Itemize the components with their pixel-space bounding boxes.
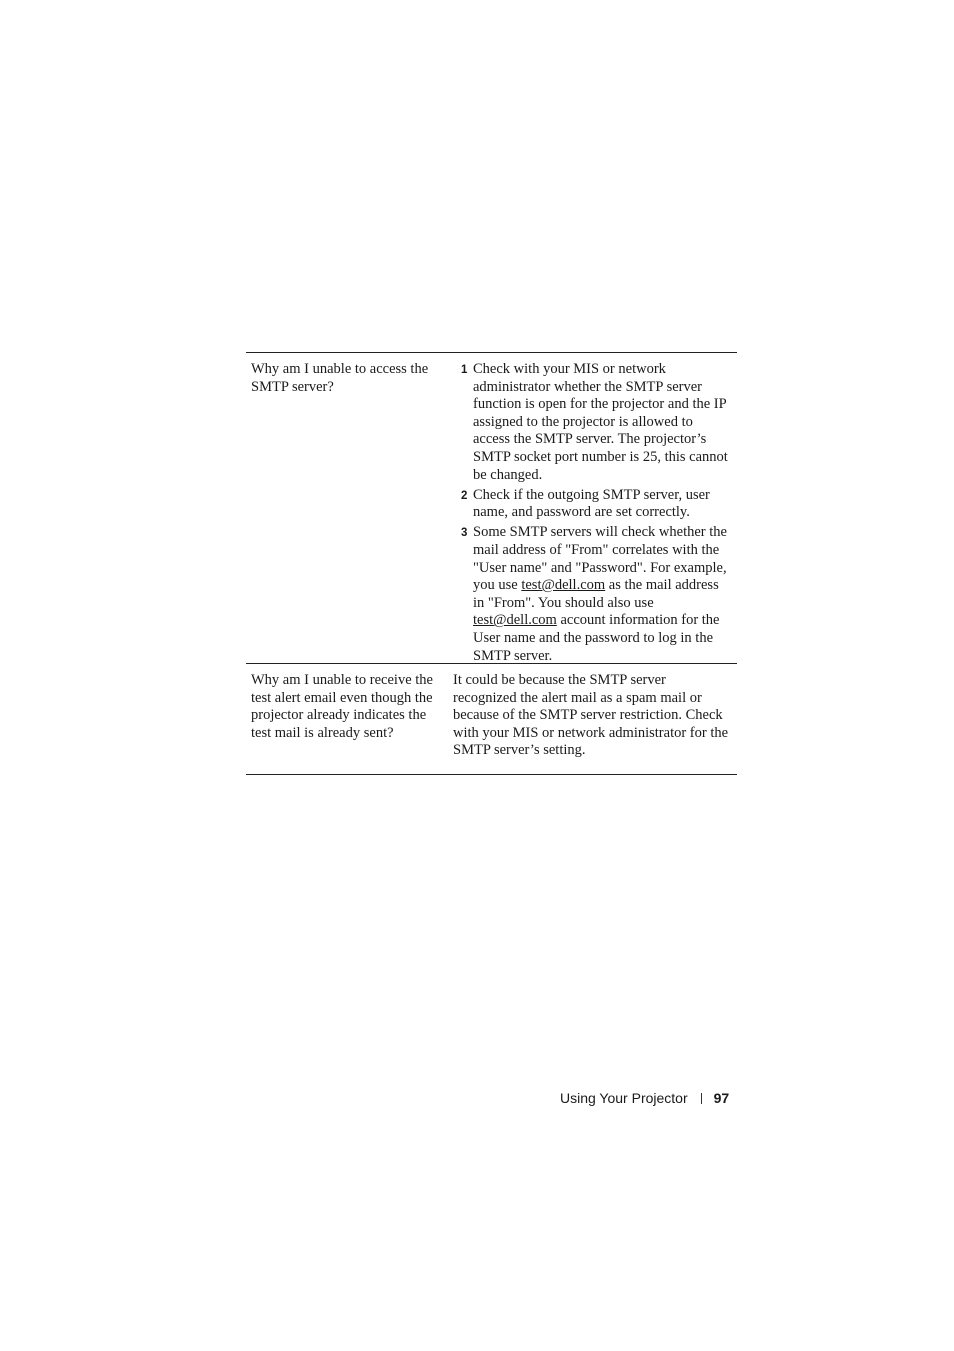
faq-answer: It could be because the SMTP server recognized the alert mail as a spam mail or because of the SMTP server restriction. Check with your MIS or network administrator for the SMTP server’s setting. <box>453 672 729 759</box>
step-number: 3 <box>461 527 468 540</box>
step-text: account information for the User name and the password to log in the SMTP server. <box>473 612 720 664</box>
step-number: 1 <box>461 364 468 376</box>
email-link[interactable]: test@dell.com <box>473 612 557 629</box>
faq-question: Why am I unable to receive the test alert email even though the projector already indicates the test mail is already sent? <box>251 672 433 741</box>
page-number: 97 <box>713 1090 730 1106</box>
page-footer <box>560 1089 740 1107</box>
step-item <box>463 361 733 484</box>
step-item <box>463 524 733 665</box>
faq-answer <box>448 353 737 663</box>
faq-row <box>246 353 737 664</box>
faq-question: Why am I unable to access the SMTP server? <box>251 361 429 395</box>
faq-row <box>246 664 737 775</box>
step-number: 2 <box>461 489 468 502</box>
step-text: Check with your MIS or network administrator whether the SMTP server function is open for the projector and the IP assigned to the projector is allowed to access the SMTP server. The projector’s SMTP socket port number is 25, this cannot be changed. <box>473 361 728 483</box>
step-text: as the mail address in "From". You should also use <box>473 577 719 611</box>
email-link[interactable]: test@dell.com <box>521 577 606 594</box>
step-text: Check if the outgoing SMTP server, user name, and password are set correctly. <box>473 486 710 521</box>
faq-table <box>246 352 737 775</box>
step-item <box>463 487 733 522</box>
step-text: Some SMTP servers will check whether the mail address of "From" correlates with the "User name" and "Password". For example, you use <box>473 524 727 594</box>
steps-list <box>453 361 733 665</box>
footer-divider <box>701 1093 702 1104</box>
section-title: Using Your Projector <box>560 1090 688 1106</box>
